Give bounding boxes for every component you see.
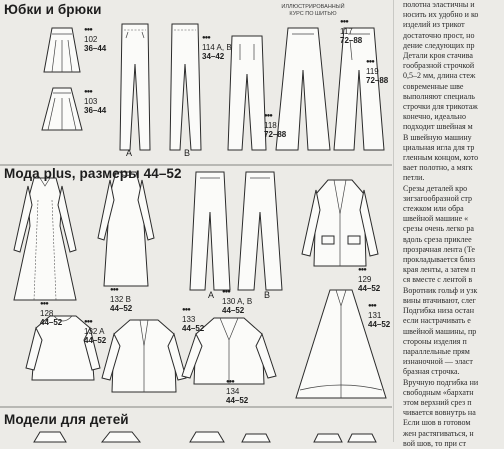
item-label-134: ●●● 134 44–52 (226, 379, 249, 405)
sketch-kids-row (34, 432, 376, 442)
sketch-trousers-130a (190, 172, 230, 290)
text-line: прозрачная лента (Те (403, 244, 475, 254)
text-line: Детали кроя стачива (403, 51, 473, 61)
text-line: достаточно прост, но (403, 30, 475, 40)
text-line: Вручную подгибка ни (403, 377, 479, 387)
text-line: полотна эластичны и (403, 0, 475, 9)
item-label-117: ●●● 117 72–88 (340, 19, 363, 45)
item-label-132b: ●●● 132 B 44–52 (110, 287, 133, 313)
item-label-130: ●●● 130 A, B 44–52 (222, 289, 253, 315)
item-label-118: ●●● 118 72–88 (264, 113, 287, 139)
variant-letter-a: A (208, 290, 215, 300)
text-line: стежком или обра (403, 204, 464, 214)
item-label-114: ●●● 114 A, B 34–42 (202, 35, 232, 61)
sketch-trousers-114b (170, 24, 201, 150)
text-line: швейной машины, пр (403, 326, 477, 336)
text-line: современные шве (403, 81, 464, 91)
text-line: стороны изделия п (403, 336, 467, 346)
item-label-119: ●●● 119 72–88 (366, 59, 389, 85)
column-divider (393, 0, 394, 442)
section-title-plus: Мода plus, размеры 44–52 (4, 166, 182, 181)
sketch-blouse-133 (102, 320, 186, 392)
sketch-trousers-119 (334, 28, 384, 150)
variant-letter-b: B (184, 148, 191, 158)
text-line: швейной машине « (403, 214, 469, 224)
text-line: 0,5–2 мм, длина стеж (403, 71, 476, 81)
sketch-trousers-114a (120, 24, 150, 150)
text-line: Воротник гольф и узк (403, 285, 478, 295)
text-line: если настрачивать е (403, 316, 471, 326)
text-line: вой шов, то при ст (403, 438, 466, 448)
sketch-trousers-118 (228, 36, 266, 150)
item-label-102: ●●● 102 36–44 (84, 27, 107, 53)
text-line: дение следующих пр (403, 40, 475, 50)
text-line: петли. (403, 173, 425, 183)
text-line: В швейную машину (403, 132, 472, 142)
text-line: прокладывается близ (403, 255, 476, 265)
text-line: строчки для трикотаж (403, 102, 478, 112)
text-line: выполняют специаль (403, 91, 475, 101)
text-line: носить их удобно и ко (403, 10, 479, 20)
section-title-skirts: Юбки и брюки (4, 2, 102, 17)
sketch-skirt-103 (42, 88, 82, 130)
sketch-dress-128 (14, 178, 76, 300)
text-line: чивается вовнутрь на (403, 408, 476, 418)
sketch-skirt-102 (44, 28, 80, 72)
sketch-dress-132b (98, 172, 154, 286)
text-line: подходит швейная м (403, 122, 473, 132)
text-line: Если шов в готовом (403, 418, 471, 428)
sewing-instructions-text (397, 0, 504, 448)
sketch-trousers-130b (238, 172, 282, 290)
text-line: изнаночной — эласт (403, 357, 473, 367)
text-line: вает полотно, а мягк (403, 163, 473, 173)
text-line: гообразной строчкой (403, 61, 475, 71)
text-line: циальная игла для тр (403, 142, 475, 152)
text-line: края ленты, а затем п (403, 265, 476, 275)
text-line: параллельные прям (403, 346, 470, 356)
text-line: жен растягиваться, н (403, 428, 474, 438)
sketch-jacket-129 (302, 180, 378, 266)
text-line: вины втачивают, слег (403, 295, 476, 305)
variant-letter-a: A (126, 148, 133, 158)
text-line: срезы очень легко ра (403, 224, 474, 234)
text-line: вдоль среза приклее (403, 234, 472, 244)
item-label-103: ●●● 103 36–44 (84, 89, 107, 115)
text-line: Срезы деталей кро (403, 183, 468, 193)
sewing-course-caption: ИЛЛЮСТРИРОВАННЫЙ КУРС ПО ШИТЬЮ (281, 4, 345, 17)
text-line: конечно, идеально (403, 112, 466, 122)
text-line: свободным «бархатн (403, 387, 474, 397)
text-line: бразная строчка. (403, 367, 460, 377)
text-line: зигзагообразной стр (403, 193, 473, 203)
section-title-kids: Модели для детей (4, 412, 129, 427)
text-line: гленным концом, кото (403, 153, 479, 163)
variant-letter-b: B (264, 290, 271, 300)
item-label-131: ●●● 131 44–52 (368, 303, 391, 329)
item-label-132a: ●●● 132 A 44–52 (84, 319, 107, 345)
item-label-128: ●●● 128 44–52 (40, 301, 63, 327)
section-divider (0, 406, 392, 408)
item-label-129: ●●● 129 44–52 (358, 267, 381, 293)
text-line: этом верхний срез п (403, 397, 472, 407)
text-line: Подгибка низа остан (403, 306, 475, 316)
item-label-133: ●●● 133 44–52 (182, 307, 205, 333)
text-line: изделий из трикот (403, 20, 465, 30)
text-line: ся вместе с лентой в (403, 275, 473, 285)
